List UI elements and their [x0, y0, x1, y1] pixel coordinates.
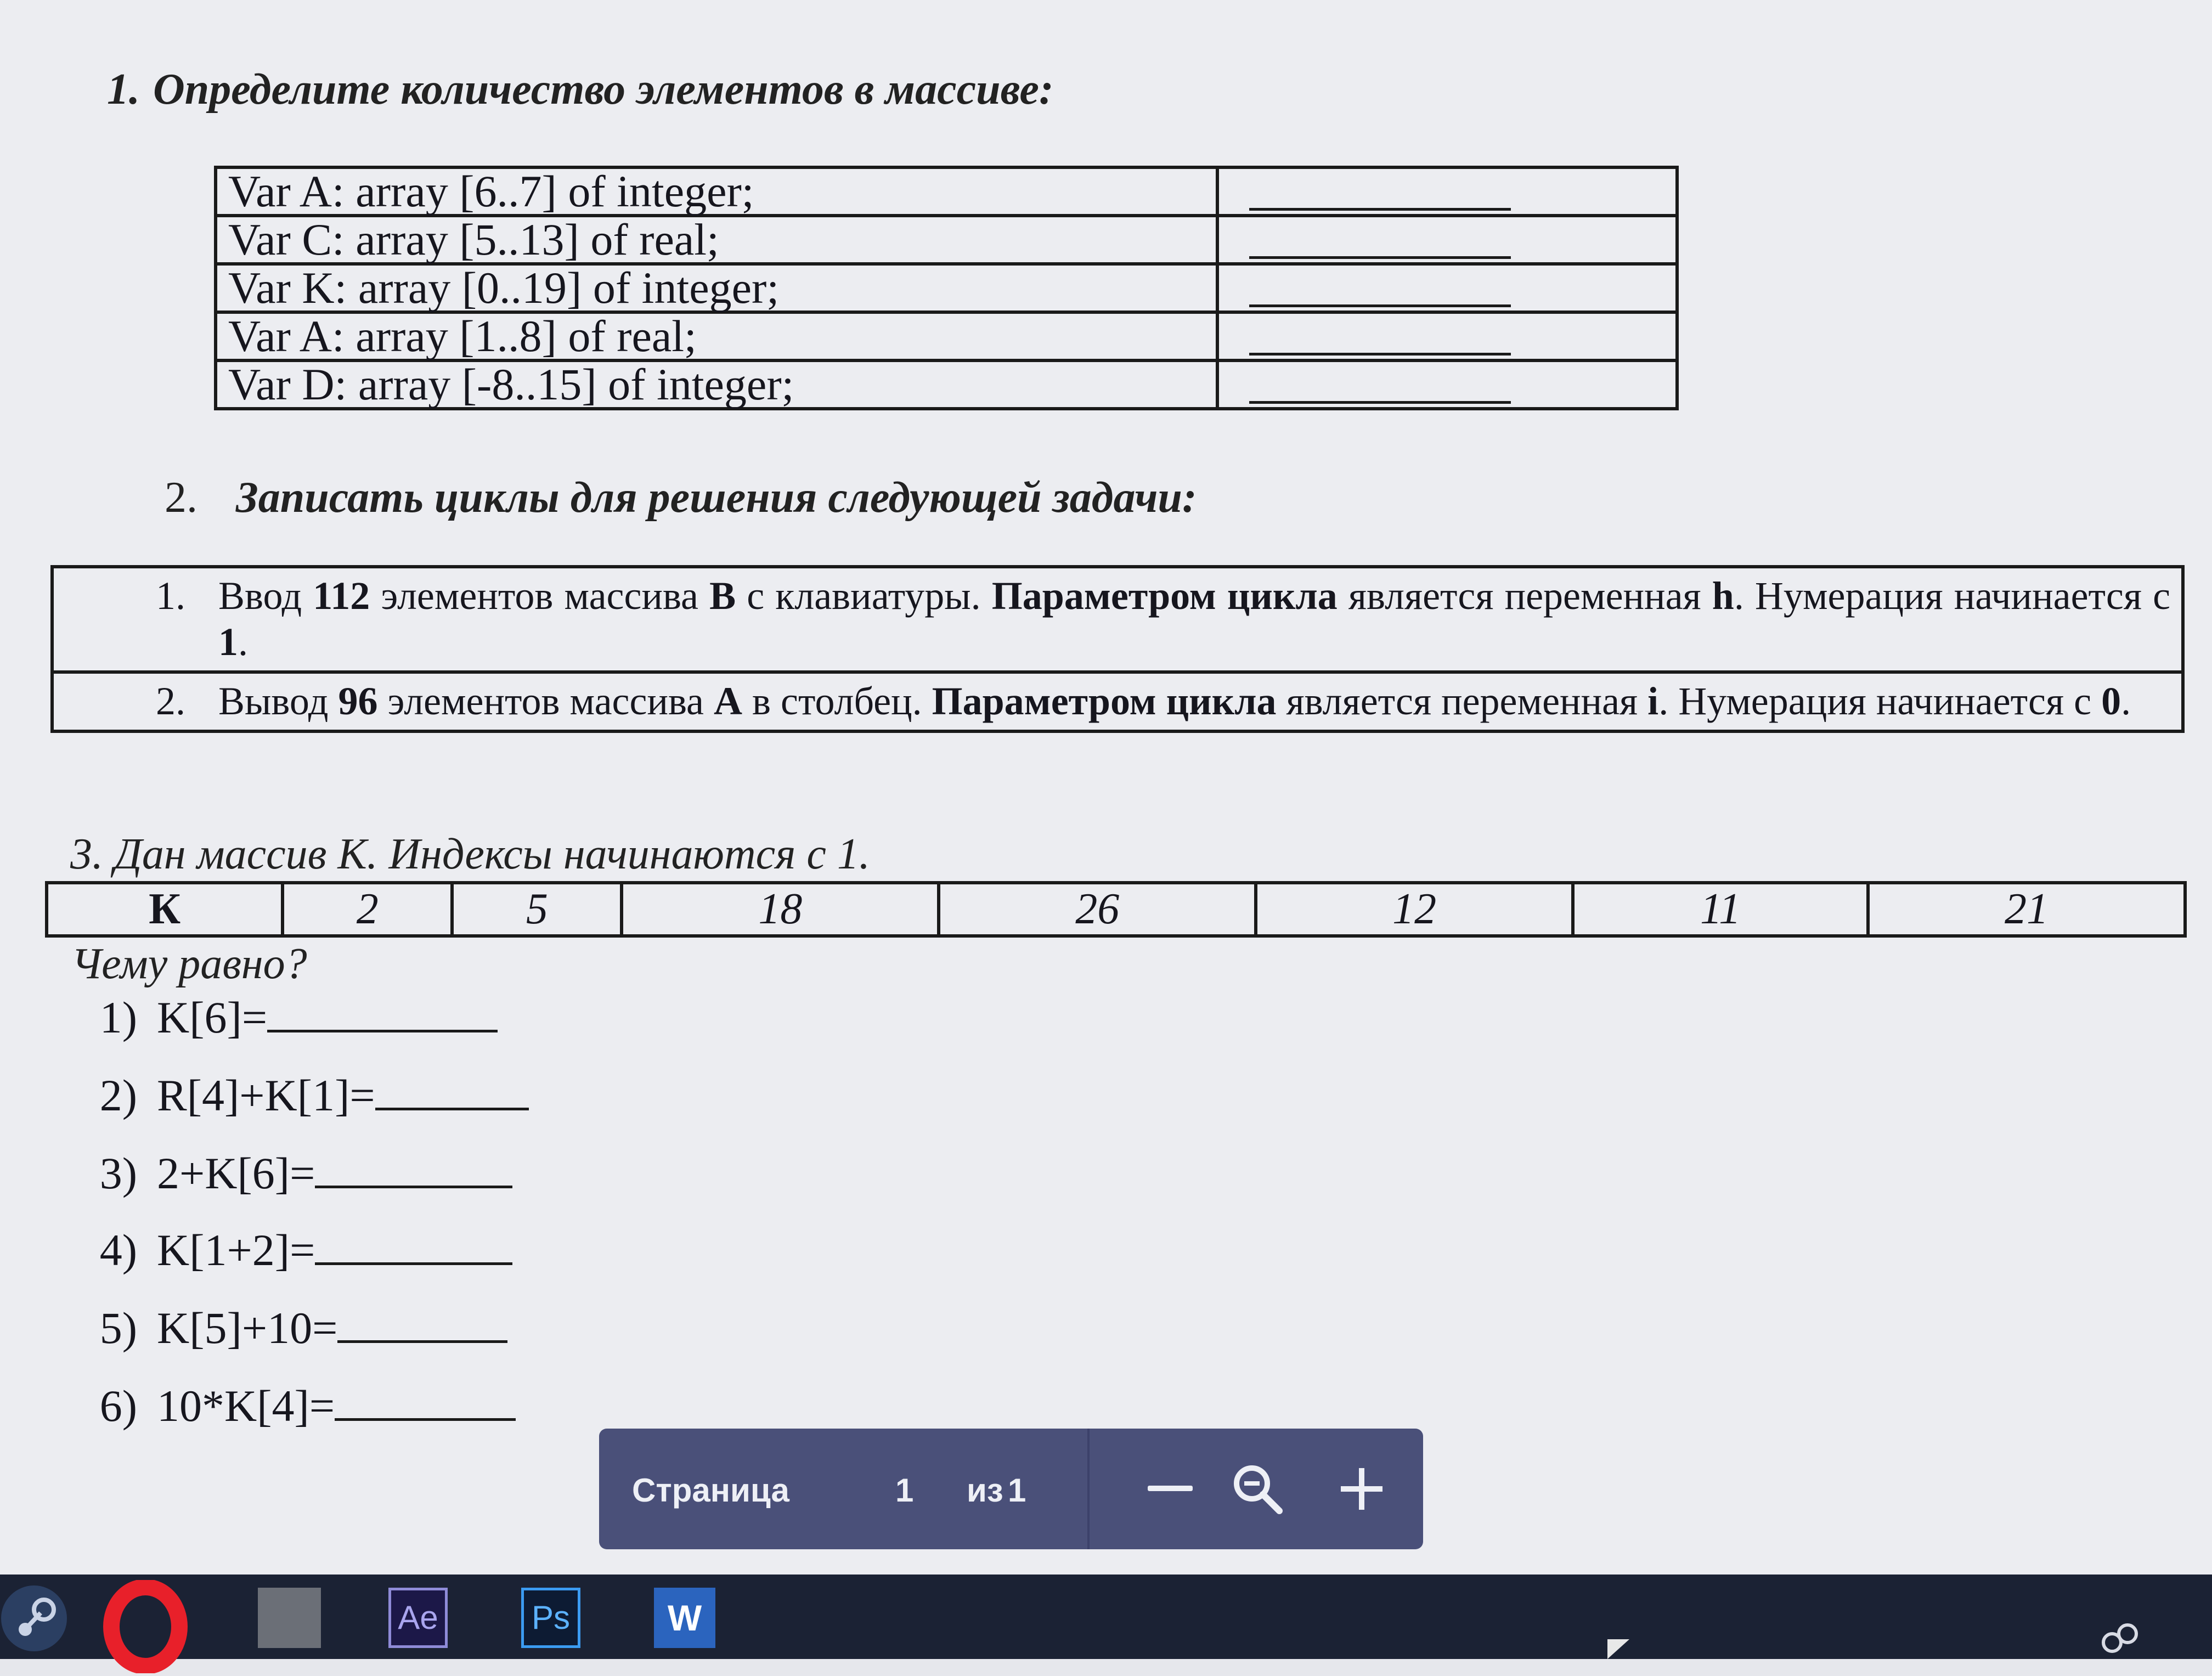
question-item: 2) R[4]+K[1]= — [55, 1070, 529, 1121]
task1-title: Определите количество элементов в массиве: — [153, 65, 1054, 114]
photoshop-icon[interactable]: Ps — [521, 1588, 580, 1648]
array-name-cell: К — [47, 883, 283, 936]
question-item: 5) K[5]+10= — [55, 1302, 507, 1354]
question-prompt: Чему равно? — [71, 940, 307, 988]
task-item-number: 1. — [52, 567, 207, 672]
of-label: из — [967, 1472, 1003, 1509]
zoom-in-button[interactable] — [1334, 1461, 1389, 1516]
answer-blank[interactable] — [337, 1305, 507, 1343]
zoom-icon[interactable] — [1230, 1461, 1285, 1516]
steam-icon[interactable] — [1, 1585, 67, 1651]
answer-blank[interactable] — [315, 1150, 512, 1188]
answer-line — [1249, 256, 1511, 259]
answer-cell[interactable] — [1217, 312, 1677, 360]
question-item: 6) 10*K[4]= — [55, 1380, 516, 1432]
array-value-cell: 5 — [452, 883, 622, 936]
total-pages: 1 — [1008, 1472, 1026, 1509]
word-icon[interactable]: W — [654, 1588, 715, 1648]
answer-cell[interactable] — [1217, 216, 1677, 264]
array-value-cell: 2 — [283, 883, 452, 936]
mouse-cursor-icon — [1607, 1639, 1629, 1659]
table-row — [52, 567, 2183, 672]
page-label: Страница — [632, 1472, 789, 1509]
task3-title: 3. Дан массив К. Индексы начинаются с 1. — [70, 830, 870, 878]
question-item: 1) K[6]= — [55, 992, 498, 1043]
answer-cell[interactable] — [1217, 167, 1677, 216]
taskbar — [0, 1575, 2212, 1659]
task2-title: Записать циклы для решения следующей задачи: — [236, 473, 1197, 522]
task1-heading — [107, 65, 1054, 115]
answer-cell[interactable] — [1217, 264, 1677, 312]
answer-blank[interactable] — [375, 1073, 529, 1110]
task1-table — [214, 166, 1679, 410]
answer-cell[interactable] — [1217, 360, 1677, 409]
after-effects-icon[interactable]: Ae — [388, 1588, 448, 1648]
answer-line — [1249, 208, 1511, 211]
array-value-cell: 12 — [1256, 883, 1573, 936]
table-row — [52, 672, 2183, 731]
answer-blank[interactable] — [267, 995, 498, 1032]
task2-number: 2. — [165, 473, 198, 522]
table-row — [216, 264, 1677, 312]
table-row — [47, 883, 2185, 936]
pdf-page-toolbar — [599, 1429, 1423, 1549]
task-item-number: 2. — [52, 672, 207, 731]
task-item-text: Вывод 96 элементов массива А в столбец. Параметром цикла является переменная i. Нумерация начинается с 0. — [207, 672, 2183, 731]
array-k-table — [45, 881, 2187, 938]
answer-line — [1249, 401, 1511, 404]
array-value-cell: 26 — [939, 883, 1256, 936]
array-value-cell: 18 — [622, 883, 939, 936]
table-row — [216, 312, 1677, 360]
array-declaration: Var K: array [0..19] of integer; — [216, 264, 1217, 312]
table-row — [216, 360, 1677, 409]
zoom-out-button[interactable] — [1148, 1486, 1193, 1491]
question-item: 4) K[1+2]= — [55, 1224, 512, 1276]
answer-blank[interactable] — [335, 1383, 516, 1421]
task2-heading — [165, 473, 1197, 523]
array-declaration: Var D: array [-8..15] of integer; — [216, 360, 1217, 409]
task2-table — [50, 565, 2185, 733]
answer-line — [1249, 304, 1511, 307]
toolbar-divider — [1087, 1429, 1090, 1549]
network-icon[interactable] — [2096, 1618, 2145, 1659]
current-page-input[interactable]: 1 — [895, 1472, 914, 1509]
array-declaration: Var C: array [5..13] of real; — [216, 216, 1217, 264]
table-row — [216, 167, 1677, 216]
answer-blank[interactable] — [315, 1227, 512, 1265]
answer-line — [1249, 353, 1511, 355]
task1-number: 1. — [107, 65, 140, 114]
array-declaration: Var A: array [6..7] of integer; — [216, 167, 1217, 216]
array-value-cell: 21 — [1868, 883, 2185, 936]
array-declaration: Var A: array [1..8] of real; — [216, 312, 1217, 360]
question-item: 3) 2+K[6]= — [55, 1148, 512, 1199]
table-row — [216, 216, 1677, 264]
app-thumbnail-icon[interactable] — [258, 1588, 321, 1648]
opera-icon[interactable] — [99, 1580, 192, 1673]
array-value-cell: 11 — [1573, 883, 1868, 936]
task-item-text: Ввод 112 элементов массива B с клавиатуры. Параметром цикла является переменная h. Нумерация начинается с 1. — [207, 567, 2183, 672]
